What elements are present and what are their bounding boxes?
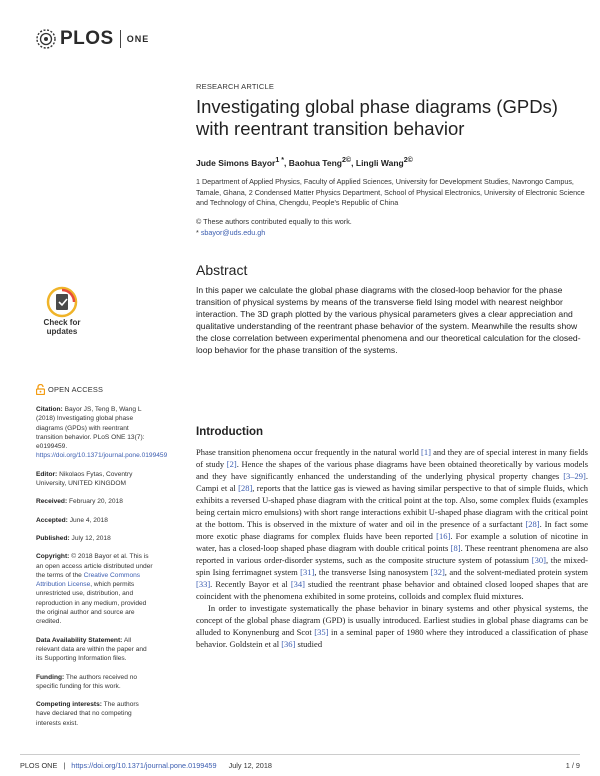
published-label: Published: [36,534,70,542]
body-text: studied [295,639,323,649]
body-text: and they are of special interest in many fields of study [196,447,588,469]
competing-interests-text: The authors have declared that no competing interests exist. [36,701,139,727]
check-updates-label[interactable]: Check for updates [43,318,81,336]
footer-journal: PLOS ONE [20,761,58,770]
body-text: . For example a solution of nicotine in water, has a closed-loop shaped phase diagram with double critical points [196,531,588,553]
article-type: RESEARCH ARTICLE [196,82,275,91]
accepted-date: June 4, 2018 [69,516,108,524]
citation-ref[interactable]: [16] [436,531,451,541]
footer-doi-link[interactable]: https://doi.org/10.1371/journal.pone.0199459 [71,761,217,770]
received-date: February 20, 2018 [69,498,123,506]
body-text: in a seminal paper of 1980 where they introduced a classification of phase behavior. Goldstein et al [196,627,588,649]
correspondence [196,228,352,239]
affiliations: 1 Department of Applied Physics, Faculty of Applied Sciences, University for Development Studies, Navrongo Campus, Tamale, Ghana, 2 Condensed Matter Physics Department, School of Physical Electronics, University of Electronic Science and Technology of China, Chengdu, People's Republic of China [196,177,585,208]
citation-ref[interactable]: [33] [196,579,211,589]
copyright-text: © 2018 Bayor et al. This is an open access article distributed under the terms of the [36,553,153,579]
received [36,497,154,506]
body-text: , the mixed-spin Ising ferrimagnet system [196,555,588,577]
citation-ref[interactable]: [34] [290,579,305,589]
body-text: , the transverse Ising nanosystem [314,567,431,577]
abstract-heading: Abstract [196,262,248,278]
citation-ref[interactable]: [35] [314,627,329,637]
body-text: studied the reentrant phase behavior and obtained closed looped shapes that are coincident with the phenomena exhibited in some proteins, colloids and complex fluid mixtures. [196,579,588,601]
citation-ref[interactable]: [30] [531,555,546,565]
body-text: . Recently Bayor et al [210,579,291,589]
body-text: . Hence the shapes of the various phase diagrams have been obtained theoretically by various models and they have significantly enhanced the understanding of the underlying physical property changes [196,459,589,481]
copyright-text-2: , which permits unrestricted use, distribution, and reproduction in any medium, provided the original author and source are credited. [36,581,147,626]
footer-separator: | [63,761,66,770]
funding [36,673,154,692]
journal-name: ONE [126,34,150,44]
email-link[interactable]: sbayor@uds.edu.gh [200,227,266,237]
citation-doi-link[interactable]: https://doi.org/10.1371/journal.pone.0199459 [36,452,168,460]
email-marker: * [196,227,199,237]
body-text: , and the solvent-mediated protein system [444,567,588,577]
competing-interests-label: Competing interests: [36,701,102,709]
citation-ref[interactable]: [28] [238,483,253,493]
introduction-body [196,446,588,650]
author-sup: 2© [403,156,413,164]
citation-ref[interactable]: [36] [281,639,296,649]
brand-name: PLOS [60,28,114,49]
open-access [36,384,154,395]
received-label: Received: [36,498,68,506]
data-availability [36,636,154,664]
author-sup: 2© [341,156,352,164]
data-availability-label: Data Availability Statement: [36,636,123,644]
accepted [36,516,154,525]
paragraph [196,602,588,650]
body-text: Phase transition phenomena occur frequently in the natural world [196,447,422,457]
open-access-label: OPEN ACCESS [48,384,104,394]
author-name: Lingli Wang [355,157,404,168]
citation-text: Bayor JS, Teng B, Wang L (2018) Investigating global phase diagrams (GPDs) with reentrant transition behavior. PLoS ONE 13(7): e0199459. [36,406,145,451]
copyright [36,552,154,626]
plos-one-logo [35,28,149,50]
citation [36,405,168,461]
published [36,534,154,543]
funding-label: Funding: [36,673,65,681]
competing-interests [36,700,154,728]
introduction-heading: Introduction [196,426,264,438]
citation-ref[interactable]: [2] [226,459,237,469]
equal-contribution-note: © These authors contributed equally to this work. [196,217,352,226]
author-sup: 1 * [275,156,285,164]
check-for-updates-badge[interactable] [34,286,90,346]
footer-date: July 12, 2018 [228,761,272,770]
citation-ref[interactable]: [32] [430,567,445,577]
body-text: In order to investigate systematically the phase behavior in binary systems and other physical systems, the concept of the global phase diagram (GPD) is usually introduced. Earliest studies in global phase diagrams can be alluded to Konynenburg and Scot [196,603,588,637]
editor-text: Nikolaos Fytas, Coventry University, UNITED KINGDOM [36,470,133,488]
logo-divider [120,30,121,48]
article-title: Investigating global phase diagrams (GPDs) with reentrant transition behavior [196,96,558,139]
body-text: . These reentrant phenomena are also reported in various order-disorder systems, such as the composite structure system of potassium [196,543,588,565]
published-date: July 12, 2018 [71,534,111,542]
author-name: Jude Simons Bayor [196,157,276,168]
citation-ref[interactable]: [31] [300,567,315,577]
body-text: , reports that the lattice gas is viewed as having similar perspective to that of simple fluids, which exhibits a reversed U-shaped phase diagram with the critical point at the top. Also, some complex fluids (examples being certain micro emulsions) with short range interactions exhibit U-shaped phase diagram with the critical point at the bottom. This is observed in the mixture of water and oil in the presence of a surfactant [196,483,588,529]
author-list: Jude Simons Bayor$^{1 *}$, Baohua Teng$^{2©}$, Lingli Wang$^{2©}$ [196,156,413,168]
plos-logo-icon [35,28,57,50]
citation-ref[interactable]: [1] [421,447,431,457]
editor-label: Editor: [36,470,58,478]
citation-ref[interactable]: [3–29] [563,471,586,481]
body-text: . Campi et al [196,471,588,493]
copyright-label: Copyright: [36,553,70,561]
article-info-sidebar [36,384,168,737]
paragraph [196,446,588,602]
page-number: 1 / 9 [565,761,580,770]
author-notes [196,217,352,238]
citation-label: Citation: [36,406,63,413]
accepted-label: Accepted: [36,516,68,524]
author-name: Baohua Teng [288,157,342,168]
editor [36,470,154,489]
citation-ref[interactable]: [28] [525,519,540,529]
footer-divider [20,754,580,755]
check-updates-icon [34,286,90,320]
citation-ref[interactable]: [8] [450,543,461,553]
data-availability-text: All relevant data are within the paper and its Supporting Information files. [36,636,147,663]
license-link[interactable]: Creative Commons Attribution License [36,571,141,589]
abstract-text: In this paper we calculate the global phase diagrams with the closed-loop behavior for the phase transition of physical systems by means of the transverse field Ising model with nearest neighbor interaction. The 3D graph plotted by the various physical parameters gives a clear appreciation and qualitative understanding of the reentrant phase behavior of the system. Meanwhile the results show the close correlation between experimental phenomena and our theoretical calculation for the closed-loop behavior for the phase transition of the systems. [196,285,581,356]
funding-text: The authors received no specific funding for this work. [36,673,138,690]
body-text: . In fact some more exotic phase diagrams for complex fluids have been reported [196,519,589,541]
page-footer [20,761,580,770]
open-lock-icon [36,384,45,395]
